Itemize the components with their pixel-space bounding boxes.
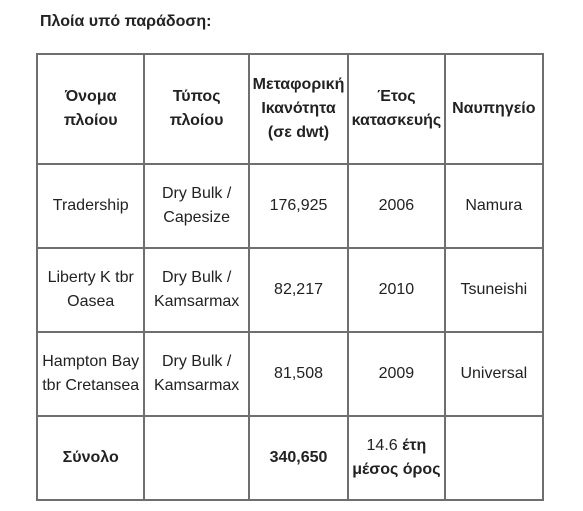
total-type-cell [144,416,248,500]
capacity-cell: 81,508 [249,332,348,416]
average-age-label: έτη μέσος όρος [352,437,441,478]
shipyard-cell: Universal [445,332,543,416]
shipyard-cell: Tsuneishi [445,248,543,332]
table-header-row [37,54,543,164]
vessel-name-cell: Tradership [37,164,144,248]
year-built-cell: 2006 [348,164,444,248]
table-row [37,332,543,416]
section-heading: Πλοία υπό παράδοση: [40,13,212,30]
total-label-cell: Σύνολο [37,416,144,500]
header-year-built: Έτος κατασκευής [348,54,444,164]
total-shipyard-cell [445,416,543,500]
year-built-cell: 2009 [348,332,444,416]
vessels-table [36,53,544,501]
year-built-cell: 2010 [348,248,444,332]
shipyard-cell: Namura [445,164,543,248]
total-row [37,416,543,500]
total-capacity-cell: 340,650 [249,416,348,500]
vessel-name-cell: Liberty K tbr Oasea [37,248,144,332]
average-age-cell [348,416,444,500]
vessel-type-cell: Dry Bulk / Capesize [144,164,248,248]
header-vessel-name: Όνομα πλοίου [37,54,144,164]
header-capacity: Μεταφορική Ικανότητα (σε dwt) [249,54,348,164]
vessel-type-cell: Dry Bulk / Kamsarmax [144,332,248,416]
table-row [37,248,543,332]
table-row [37,164,543,248]
capacity-cell: 82,217 [249,248,348,332]
capacity-cell: 176,925 [249,164,348,248]
average-age-value: 14.6 [366,437,398,454]
header-vessel-type: Τύπος πλοίου [144,54,248,164]
header-shipyard: Ναυπηγείο [445,54,543,164]
vessel-type-cell: Dry Bulk / Kamsarmax [144,248,248,332]
vessel-name-cell: Hampton Bay tbr Cretansea [37,332,144,416]
